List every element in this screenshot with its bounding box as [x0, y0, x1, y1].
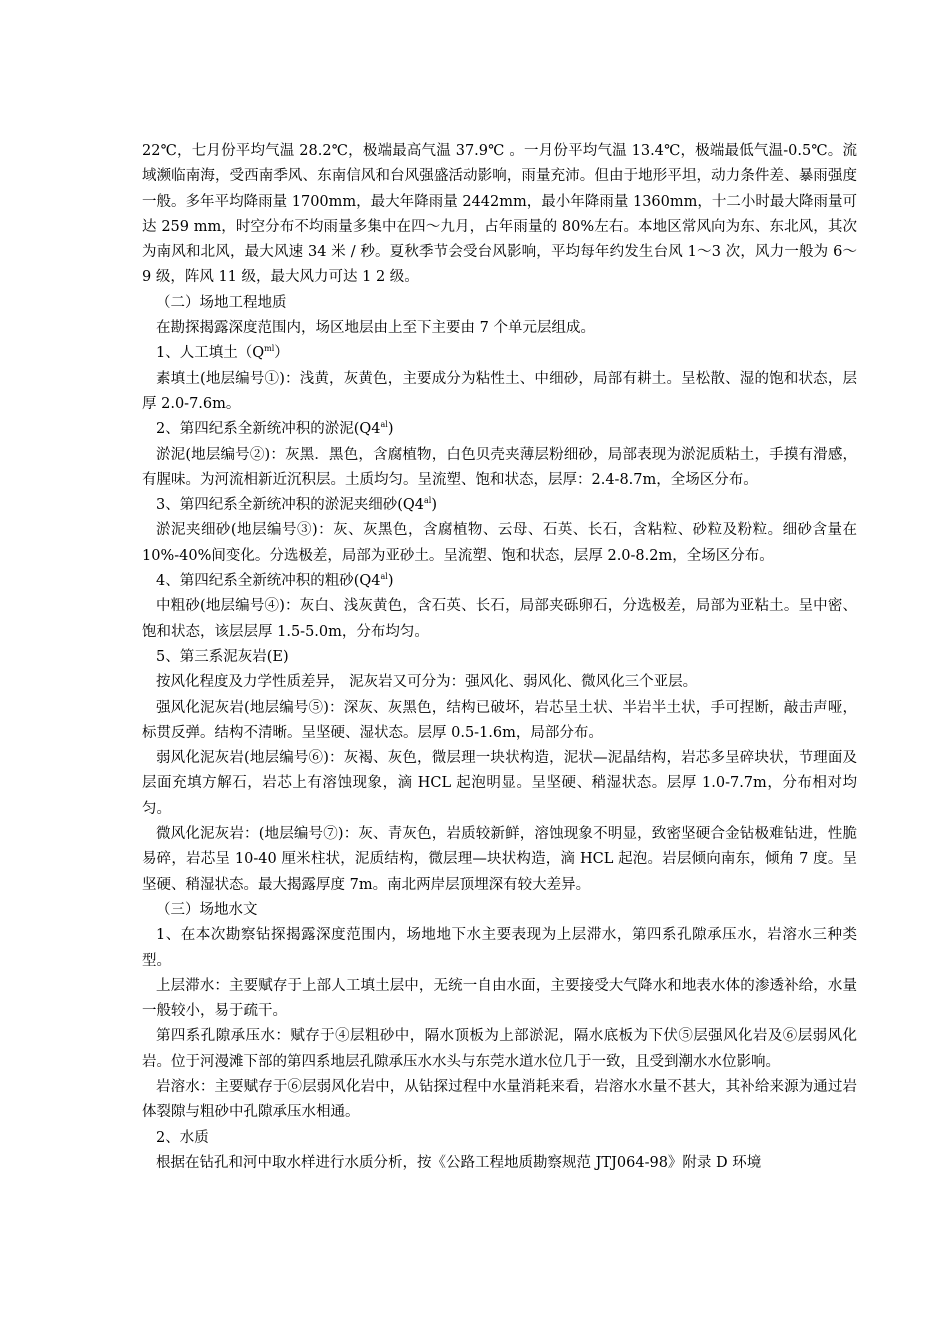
- paragraph-plain-fill: 素填土(地层编号①)：浅黄，灰黄色，主要成分为粘性土、中细砂，局部有耕土。呈松散、湿的饱和状态，层厚 2.0-7.6m。: [142, 370, 857, 412]
- heading-hydrology: （三）场地水文: [156, 901, 258, 918]
- heading-engineering-geology: （二）场地工程地质: [156, 294, 287, 311]
- subheading-marl: 5、第三系泥灰岩(E): [156, 648, 289, 665]
- paragraph-groundwater-types: 1、在本次勘察钻探揭露深度范围内，场地地下水主要表现为上层滞水，第四系孔隙承压水，岩溶水三种类型。: [142, 927, 857, 969]
- paragraph-moderate-weathered: 弱风化泥灰岩(地层编号⑥)：灰褐、灰色，微层理一块状构造，泥状—泥晶结构，岩芯多呈碎块状，节理面及层面充填方解石，岩芯上有溶蚀现象，滴 HCL 起泡明显。呈坚硬、稍湿状态。层厚 1.0-7.7m，分布相对均匀。: [142, 750, 857, 817]
- subheading-silt: 2、第四纪系全新统冲积的淤泥$(Q4^{al})$: [156, 420, 394, 438]
- subheading-silt-fine-sand: 3、第四纪系全新统冲积的淤泥夹细砂$(Q4^{al})$: [156, 496, 437, 514]
- paragraph-silt-fine-sand: 淤泥夹细砂(地层编号③)：灰、灰黑色，含腐植物、云母、石英、长石，含粘粒、砂粒及粉粒。细砂含量在 10%-40%间变化。分选极差，局部为亚砂土。呈流塑、饱和状态，层厚 2.0-8.2m，全场区分布。: [142, 522, 857, 564]
- subheading-fill-soil: 1、人工填土$(Q^{ml})$: [156, 344, 289, 362]
- paragraph-confined-water: 第四系孔隙承压水：赋存于④层粗砂中，隔水顶板为上部淤泥，隔水底板为下伏⑤层强风化岩及⑥层弱风化岩。位于河漫滩下部的第四系地层孔隙承压水水头与东莞水道水位几于一致，且受到潮水水位影响。: [142, 1028, 857, 1070]
- paragraph-silt: 淤泥(地层编号②)：灰黑．黑色，含腐植物，白色贝壳夹薄层粉细砂，局部表现为淤泥质粘土，手摸有滑感，有腥味。为河流相新近沉积层。土质均匀。呈流塑、饱和状态，层厚：2.4-8.7m，全场区分布。: [142, 446, 857, 488]
- paragraph-marl-overview: 按风化程度及力学性质差异， 泥灰岩又可分为：强风化、弱风化、微风化三个亚层。: [156, 674, 698, 691]
- paragraph-strata-overview: 在勘探揭露深度范围内，场区地层由上至下主要由 7 个单元层组成。: [156, 320, 595, 337]
- paragraph-coarse-sand: 中粗砂(地层编号④)：灰白、浅灰黄色，含石英、长石，局部夹砾卵石，分选极差，局部为亚粘土。呈中密、饱和状态，该层层厚 1.5-5.0m，分布均匀。: [142, 598, 857, 640]
- paragraph-karst-water: 岩溶水：主要赋存于⑥层弱风化岩中，从钻探过程中水量消耗来看，岩溶水水量不甚大，其补给来源为通过岩体裂隙与粗砂中孔隙承压水相通。: [142, 1078, 857, 1121]
- paragraph-climate: 22℃，七月份平均气温 28.2℃，极端最高气温 37.9℃ 。一月份平均气温 13.4℃，极端最低气温-0.5℃。流域濒临南海，受西南季风、东南信风和台风强盛活动影响，雨量充沛。但由于地形平坦，动力条件差、暴雨强度一般。多年平均降雨量 1700mm，最大年降雨量 2442mm，最小年降雨量 1360mm，十二小时最大降雨量可达 259 mm，时空分布不均雨量多集中在四～九月，占年雨量的 80%左右。本地区常风向为东、东北风，其次为南风和北风，最大风速 34 米 / 秒。夏秋季节会受台风影响，平均每年约发生台风 1～3 次，风力一般为 6～9 级，阵风 11 级，最大风力可达 1 2 级。: [142, 143, 857, 286]
- body-text: [142, 139, 857, 1176]
- subheading-water-quality: 2、水质: [156, 1129, 209, 1146]
- subheading-coarse-sand: 4、第四纪系全新统冲积的粗砂$(Q4^{al})$: [156, 572, 394, 590]
- paragraph-perched-water: 上层滞水：主要赋存于上部人工填土层中，无统一自由水面，主要接受大气降水和地表水体的渗透补给，水量一般较小，易于疏干。: [142, 977, 857, 1020]
- paragraph-slight-weathered: 微风化泥灰岩：(地层编号⑦)：灰、青灰色，岩质较新鲜，溶蚀现象不明显，致密坚硬合金钻极难钻进，性脆易碎，岩芯呈 10-40 厘米柱状，泥质结构，微层理—块状构造，滴 HCL 起泡。岩层倾向南东，倾角 7 度。呈坚硬、稍湿状态。最大揭露厚度 7m。南北两岸层顶埋深有较大差异。: [142, 826, 857, 893]
- paragraph-strong-weathered: 强风化泥灰岩(地层编号⑤)：深灰、灰黑色，结构已破坏，岩芯呈土状、半岩半土状，手可捏断，敲击声哑，标贯反弹。结构不清晰。呈坚硬、湿状态。层厚 0.5-1.6m，局部分布。: [142, 699, 857, 741]
- paragraph-water-analysis: 根据在钻孔和河中取水样进行水质分析，按《公路工程地质勘察规范 JTJ064-98》附录 D 环境: [156, 1154, 762, 1171]
